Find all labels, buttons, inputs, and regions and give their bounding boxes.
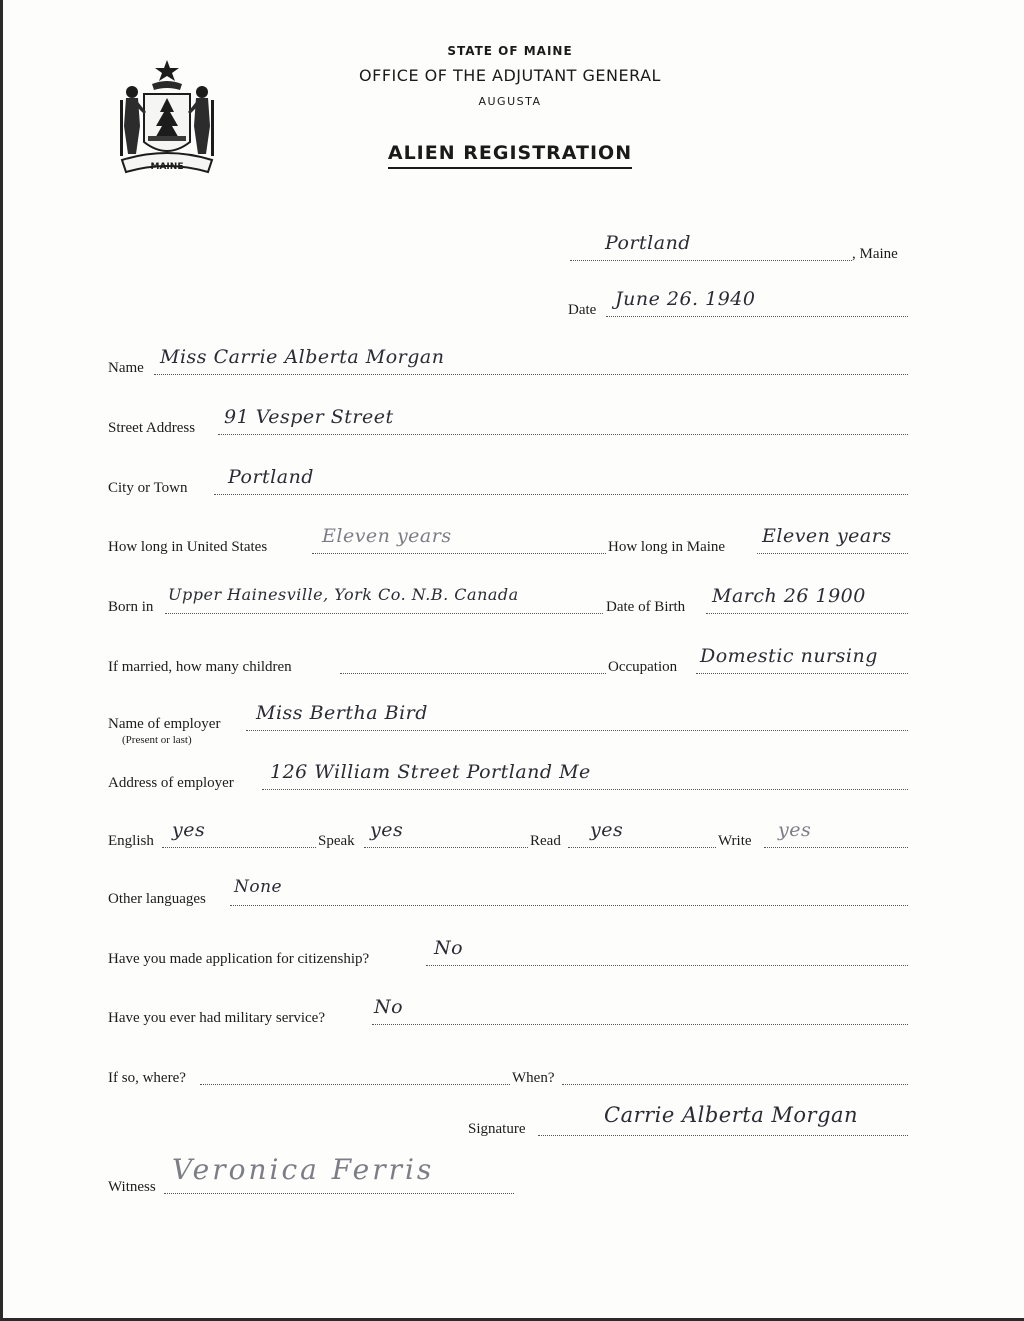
- employer-value[interactable]: Miss Bertha Bird: [256, 702, 428, 724]
- citizenship-label: Have you made application for citizenship?: [108, 951, 370, 967]
- dob-label: Date of Birth: [606, 599, 686, 615]
- city-line: [214, 494, 908, 495]
- dob-value[interactable]: March 26 1900: [712, 585, 866, 607]
- citizenship-line: [426, 965, 908, 966]
- read-value[interactable]: yes: [590, 819, 624, 841]
- write-line: [764, 847, 908, 848]
- when-label: When?: [512, 1070, 555, 1086]
- city-value[interactable]: Portland: [228, 466, 314, 488]
- street-label: Street Address: [108, 420, 196, 436]
- children-label: If married, how many children: [108, 659, 292, 675]
- english-label: English: [108, 833, 154, 849]
- children-row: [0, 645, 1024, 683]
- witness-line: [164, 1193, 514, 1194]
- languages-label: Other languages: [108, 891, 206, 907]
- where-line: [200, 1084, 510, 1085]
- english-value[interactable]: yes: [172, 819, 206, 841]
- employer-address-label: Address of employer: [108, 775, 234, 791]
- read-label: Read: [530, 833, 561, 849]
- where-label: If so, where?: [108, 1070, 186, 1086]
- name-row: [0, 346, 1024, 384]
- occupation-label: Occupation: [608, 659, 678, 675]
- signature-row: [0, 1103, 1024, 1145]
- us-line: [312, 553, 606, 554]
- date-label: Date: [568, 302, 597, 318]
- street-value[interactable]: 91 Vesper Street: [224, 406, 394, 428]
- citizenship-row: [0, 937, 1024, 975]
- place-line: [570, 260, 852, 261]
- read-line: [568, 847, 716, 848]
- header-office: OFFICE OF THE ADJUTANT GENERAL: [359, 66, 661, 85]
- maine-value[interactable]: Eleven years: [762, 525, 892, 547]
- us-label: How long in United States: [108, 539, 268, 555]
- name-line: [154, 374, 908, 375]
- language-row: [0, 819, 1024, 857]
- name-value[interactable]: Miss Carrie Alberta Morgan: [160, 346, 445, 368]
- header-state: STATE OF MAINE: [447, 44, 573, 58]
- speak-line: [364, 847, 528, 848]
- speak-label: Speak: [318, 833, 355, 849]
- date-line: [606, 316, 908, 317]
- military-row: [0, 996, 1024, 1034]
- military-label: Have you ever had military service?: [108, 1010, 325, 1026]
- place-suffix: , Maine: [852, 246, 898, 262]
- maine-label: How long in Maine: [608, 539, 726, 555]
- born-label: Born in: [108, 599, 154, 615]
- employer-row: [0, 702, 1024, 746]
- languages-line: [230, 905, 908, 906]
- employer-address-line: [262, 789, 908, 790]
- children-line: [340, 673, 606, 674]
- dob-line: [706, 613, 908, 614]
- signature-label: Signature: [468, 1121, 526, 1137]
- form-title: [300, 142, 720, 164]
- employer-line: [246, 730, 908, 731]
- employer-sublabel: (Present or last): [122, 734, 192, 746]
- date-row: [0, 288, 1024, 326]
- form-title-text: ALIEN REGISTRATION: [388, 142, 632, 169]
- maine-line: [757, 553, 908, 554]
- state-seal-icon: [112, 56, 222, 186]
- languages-value[interactable]: None: [234, 877, 283, 897]
- speak-value[interactable]: yes: [370, 819, 404, 841]
- signature-line: [538, 1135, 908, 1136]
- write-value[interactable]: yes: [778, 819, 812, 841]
- employer-address-row: [0, 761, 1024, 799]
- seal-text: MAINE: [150, 162, 184, 172]
- english-line: [162, 847, 316, 848]
- city-row: [0, 466, 1024, 504]
- us-value[interactable]: Eleven years: [322, 525, 452, 547]
- employer-label: Name of employer: [108, 716, 221, 732]
- occupation-line: [696, 673, 908, 674]
- citizenship-value[interactable]: No: [434, 937, 464, 959]
- city-label: City or Town: [108, 480, 188, 496]
- service-detail-row: [0, 1070, 1024, 1094]
- place-row: [0, 232, 1024, 270]
- witness-row: [0, 1153, 1024, 1203]
- street-row: [0, 406, 1024, 444]
- born-line: [165, 613, 603, 614]
- when-line: [562, 1084, 908, 1085]
- occupation-value[interactable]: Domestic nursing: [700, 645, 878, 667]
- birth-row: [0, 585, 1024, 623]
- write-label: Write: [718, 833, 752, 849]
- military-line: [372, 1024, 908, 1025]
- born-value[interactable]: Upper Hainesville, York Co. N.B. Canada: [168, 585, 519, 604]
- military-value[interactable]: No: [374, 996, 404, 1018]
- witness-label: Witness: [108, 1179, 156, 1195]
- witness-value[interactable]: Veronica Ferris: [172, 1153, 435, 1186]
- header-city: AUGUSTA: [478, 95, 542, 108]
- signature-value[interactable]: Carrie Alberta Morgan: [604, 1103, 859, 1127]
- place-value[interactable]: Portland: [605, 232, 691, 254]
- street-line: [218, 434, 908, 435]
- name-label: Name: [108, 360, 144, 376]
- employer-address-value[interactable]: 126 William Street Portland Me: [270, 761, 591, 783]
- duration-row: [0, 525, 1024, 563]
- other-languages-row: [0, 877, 1024, 915]
- date-value[interactable]: June 26. 1940: [615, 288, 756, 310]
